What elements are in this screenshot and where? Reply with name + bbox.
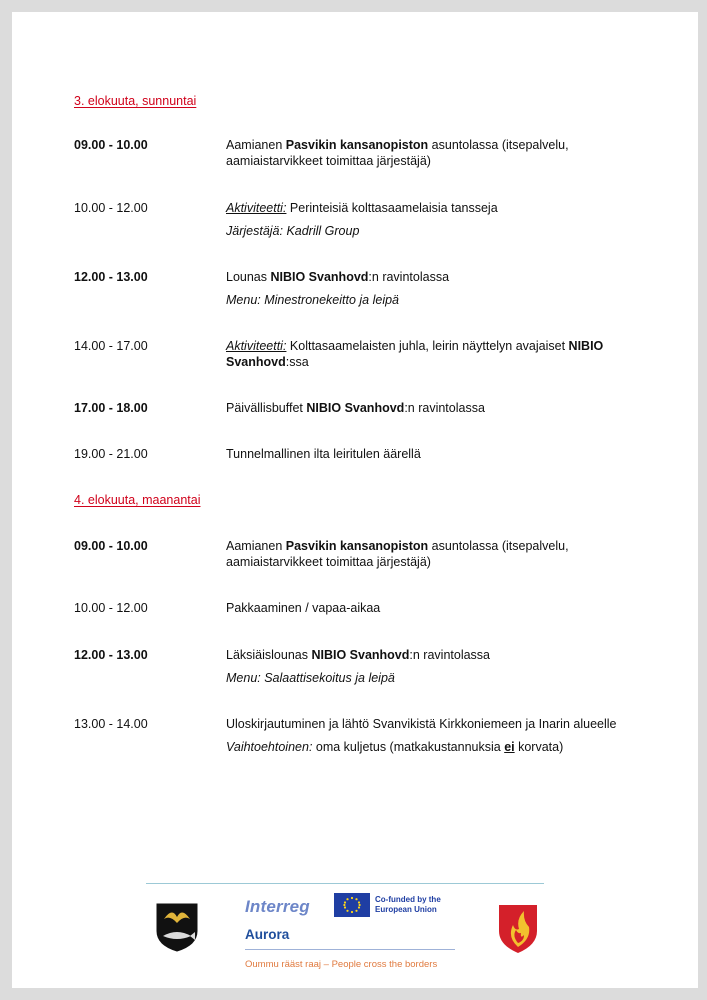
organizer-note: Järjestäjä: Kadrill Group: [226, 224, 360, 238]
activity-description: [226, 647, 626, 686]
activity-description: [226, 338, 626, 370]
text-part: oma kuljetus (matkakustannuksia: [312, 740, 505, 754]
menu-note: Menu: Salaattisekoitus ja leipä: [226, 671, 395, 685]
time-slot: 12.00 - 13.00: [74, 648, 148, 662]
alternative-note: [226, 739, 646, 755]
day-heading: 3. elokuuta, sunnuntai: [74, 94, 197, 108]
activity-label: Aktiviteetti:: [226, 201, 287, 215]
text-part: asuntolassa (itsepalvelu, aamiaistarvikkeet toimittaa järjestäjä): [226, 539, 569, 569]
activity-description: [226, 716, 646, 755]
time-slot: 09.00 - 10.00: [74, 539, 148, 553]
text-part: Lounas: [226, 270, 271, 284]
venue-name: NIBIO Svanhovd: [306, 401, 405, 415]
activity-label: Aktiviteetti:: [226, 339, 287, 353]
time-slot: 14.00 - 17.00: [74, 339, 148, 353]
text-part: Päivällisbuffet: [226, 401, 307, 415]
text-part: Kolttasaamelaisten juhla, leirin näyttelyn avajaiset: [286, 339, 569, 353]
time-slot: 19.00 - 21.00: [74, 447, 148, 461]
activity-description: [226, 269, 626, 308]
eu-flag-icon: [334, 893, 370, 917]
venue-name: Pasvikin kansanopiston: [285, 539, 429, 553]
tagline: Oummu rääst raaj – People cross the borders: [245, 959, 438, 970]
text-part: korvata): [514, 740, 564, 754]
text-part: :ssa: [285, 355, 309, 369]
emphasis: ei: [504, 740, 515, 754]
text-part: Aamianen: [226, 539, 286, 553]
logo-divider: [245, 949, 455, 950]
text-part: Perinteisiä kolttasaamelaisia tansseja: [286, 201, 498, 215]
flame-crest-icon: [497, 903, 539, 955]
activity-description: Pakkaaminen / vapaa-aikaa: [226, 601, 381, 615]
text-part: Aamianen: [226, 138, 286, 152]
alt-label: Vaihtoehtoinen:: [226, 740, 313, 754]
time-slot: 12.00 - 13.00: [74, 270, 148, 284]
activity-description: [226, 538, 626, 570]
venue-name: Pasvikin kansanopiston: [285, 138, 429, 152]
document-page: [12, 12, 698, 988]
activity-description: [226, 137, 626, 169]
activity-description: [226, 200, 626, 239]
activity-description: Tunnelmallinen ilta leiritulen äärellä: [226, 447, 421, 461]
time-slot: 13.00 - 14.00: [74, 717, 148, 731]
text-part: Uloskirjautuminen ja lähtö Svanvikistä Kirkkoniemeen ja Inarin alueelle: [226, 717, 617, 731]
text-part: :n ravintolassa: [409, 648, 491, 662]
menu-note: Menu: Minestronekeitto ja leipä: [226, 293, 400, 307]
footer-divider: [146, 883, 544, 884]
venue-name: NIBIO Svanhovd: [270, 270, 369, 284]
time-slot: 09.00 - 10.00: [74, 138, 148, 152]
text-part: Läksiäislounas: [226, 648, 312, 662]
municipality-crest-icon: [154, 901, 200, 953]
interreg-logo: Interreg: [245, 897, 310, 916]
time-slot: 10.00 - 12.00: [74, 201, 148, 215]
time-slot: 10.00 - 12.00: [74, 601, 148, 615]
cofunded-text: Co-funded by the European Union: [375, 895, 441, 914]
venue-name: NIBIO Svanhovd: [311, 648, 410, 662]
activity-description: [226, 400, 626, 416]
day-heading: 4. elokuuta, maanantai: [74, 493, 201, 507]
aurora-logo: Aurora: [245, 927, 290, 942]
time-slot: 17.00 - 18.00: [74, 401, 148, 415]
text-part: :n ravintolassa: [368, 270, 450, 284]
text-part: :n ravintolassa: [404, 401, 485, 415]
text-part: asuntolassa (itsepalvelu, aamiaistarvikkeet toimittaa järjestäjä): [226, 138, 569, 168]
venue-name: NIBIO Svanhovd: [226, 339, 604, 369]
